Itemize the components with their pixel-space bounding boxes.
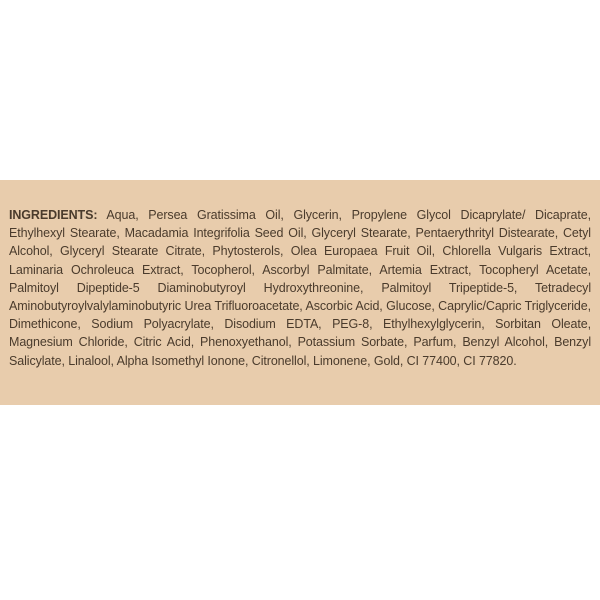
ingredients-heading: INGREDIENTS:: [9, 208, 98, 222]
ingredients-list: Aqua, Persea Gratissima Oil, Glycerin, Propylene Glycol Dicaprylate/ Dicaprate, Ethylhexyl Stearate, Macadamia Integrifolia Seed Oil, Glyceryl Stearate, Pentaerythrityl Distearate, Cetyl Alcohol, Glyceryl Stearate Citrate, Phytosterols, Olea Europaea Fruit Oil, Chlorella Vulgaris Extract, Laminaria Ochroleuca Extract, Tocopherol, Ascorbyl Palmitate, Artemia Extract, Tocopheryl Acetate, Palmitoyl Dipeptide-5 Diaminobutyroyl Hydroxythreonine, Palmitoyl Tripeptide-5, Tetradecyl Aminobutyroylvalylaminobutyric Urea Trifluoroacetate, Ascorbic Acid, Glucose, Caprylic/Capric Triglyceride, Dimethicone, Sodium Polyacrylate, Disodium EDTA, PEG-8, Ethylhexylglycerin, Sorbitan Oleate, Magnesium Chloride, Citric Acid, Phenoxyethanol, Potassium Sorbate, Parfum, Benzyl Alcohol, Benzyl Salicylate, Linalool, Alpha Isomethyl Ionone, Citronellol, Limonene, Gold, CI 77400, CI 77820.: [9, 208, 591, 368]
ingredients-text: [9, 206, 591, 370]
